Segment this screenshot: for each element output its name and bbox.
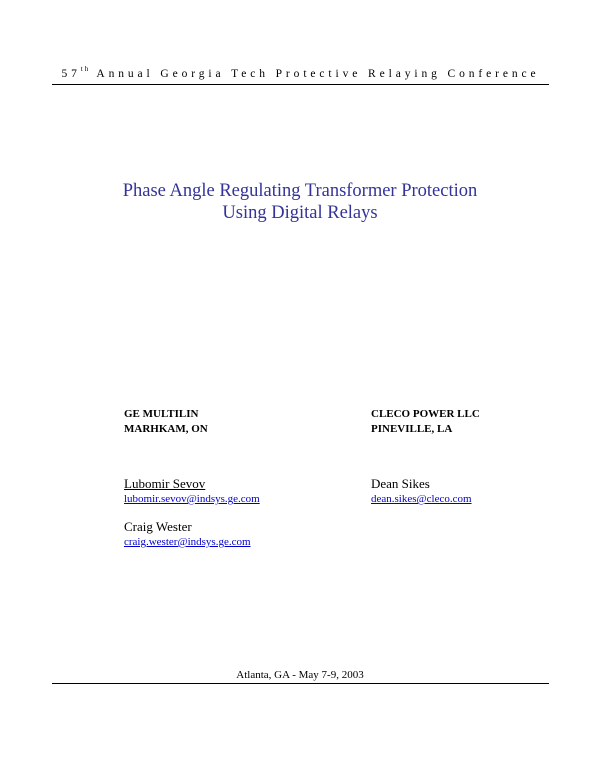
organization-location: MARHKAM, ON xyxy=(124,423,208,435)
ordinal-suffix: th xyxy=(80,65,91,73)
title-line-1: Phase Angle Regulating Transformer Protection xyxy=(122,181,478,201)
title-line-2: Using Digital Relays xyxy=(222,203,378,223)
location-date: Atlanta, GA - May 7-9, 2003 xyxy=(236,669,364,681)
author-dean-sikes xyxy=(371,476,472,506)
header-rule xyxy=(52,84,549,85)
paper-title xyxy=(0,180,600,224)
footer-rule xyxy=(52,683,549,684)
organization-cleco xyxy=(371,407,480,437)
author-email-link[interactable]: lubomir.sevov@indsys.ge.com xyxy=(124,493,260,505)
author-name: Lubomir Sevov xyxy=(124,476,206,491)
organization-name: CLECO POWER LLC xyxy=(371,408,480,420)
conference-number: 57 xyxy=(61,68,81,80)
author-craig-wester xyxy=(124,519,251,549)
organization-location: PINEVILLE, LA xyxy=(371,423,453,435)
author-email-link[interactable]: craig.wester@indsys.ge.com xyxy=(124,536,251,548)
author-name: Craig Wester xyxy=(124,519,192,534)
conference-header xyxy=(52,65,549,80)
conference-name: Annual Georgia Tech Protective Relaying Conference xyxy=(96,68,540,80)
author-email-link[interactable]: dean.sikes@cleco.com xyxy=(371,493,472,505)
organization-ge xyxy=(124,407,208,437)
organization-name: GE MULTILIN xyxy=(124,408,199,420)
author-name: Dean Sikes xyxy=(371,476,430,491)
author-lubomir-sevov xyxy=(124,476,260,506)
